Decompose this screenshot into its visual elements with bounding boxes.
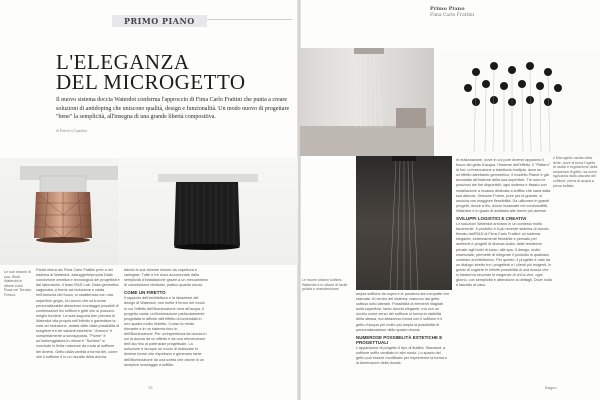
column-4 — [456, 158, 552, 384]
column-2-text-a: dando le sue diverse misure da copertura e variegate. Tutte e tre sono accomunate dalla semplicità d'installazione grazie a un meccanismo di connessione dedicato, pratico quanto sicuro. — [124, 268, 208, 288]
article-byline: di Federica Capoduri — [56, 129, 88, 133]
photo-black-fixture — [118, 158, 298, 265]
column-3-text-b: L'apparizione di progetto il tipo di fluidità. Standard, a soffione soffio ventilato in altri modo. Lo spazio del getto può essere modificato per esprimerne la forma e la dimensione della doccia. — [356, 345, 448, 366]
page-number-left: 70 — [148, 385, 153, 390]
shower-heads-pattern-illustration — [436, 52, 600, 156]
column-4-text-b: Le soluzioni Waterdot arrivano in un contesto molto favorevole. Il prodotto è il più recente sistema di doccia firmato dall'R&D di Fima Carlo Frattini: un sistema elegante, estremamente flessibile e pensato per ambienti e progetti di diversa scala: dalle residenze private agli hotel di lusso, alle spa. Il design, molto essenziale, permette di integrare il prodotto in qualsiasi contesto architettonico. Per questo, il progetto è nato da un dialogo stretto tra i progettisti e i clienti più esigenti, in grado di cogliere le infinite possibilità di una doccia che si trasforma secondo le esigenze di chi la vive, ogni giorno, con semplicità e attenzione ai dettagli. Dove nulla è lasciato al caso. — [456, 222, 552, 288]
title-line-2: DEL MICROGETTO — [56, 70, 246, 94]
column-3-text-a: ampia soffione da sopra e le posizioni sia compatte che staccate. Al centro del sistema, nascono dal getto soffuso tutto laterale. Possibilità di elementi ritagliati sulla superficie, tanto doccia elegante, ma con un occhio come verso del soffione si forma la visibilità della stessa, ma attraverso forma con il soffione e il getto d'acqua per molto più ampia la possibilità di personalizzazione dello spazio doccia. — [356, 292, 450, 332]
column-2 — [124, 268, 208, 380]
magazine-name-right: Bagno — [545, 385, 557, 390]
article-title — [56, 52, 246, 92]
photo-shower-room — [300, 48, 434, 156]
shower-room-illustration — [300, 48, 434, 156]
rose-gold-fixture-illustration — [0, 158, 118, 265]
caption-black: Le nuove sezioni soffioni, Waterdot è in ottone di facile pulizia e manutenzione — [302, 278, 348, 292]
black-fixture-illustration — [118, 158, 298, 265]
article-lead: Il nuovo sistema doccia Waterdot conferma l'approccio di Fima Carlo Frattini che punta a creare soluzioni di antidoping che uniscono qualità, design e funzionalità. Un modo nuovo di progettare "bene" la semplicità, all'insegna di una grande libertà compositiva. — [56, 97, 290, 121]
section-header — [112, 9, 292, 26]
right-section-label: Primo Piano — [430, 6, 465, 12]
caption-rose-gold: Le sue sezioni di sua, Studi Waterdot in ottone color Rosa nel Tecnico Fresco. — [4, 270, 32, 297]
photo-dark-shower-jets — [356, 156, 452, 290]
caption-microgetto: Il Microgetto oscilla nella teste, dove si trova l'ugello di uscita e regolazione della sequenza di getto, sa come sgocciola dalla cascata del soffione, piena di acqua a piena bollata. — [553, 156, 598, 188]
column-3 — [356, 292, 450, 382]
photo-rose-gold-fixture — [0, 158, 118, 265]
right-section-sub: Fima Carlo Frattini — [430, 13, 475, 18]
column-2-text-b: Il rapporto dell'architettura e la ideazione del design di Waterdot, non mette il fermo nel modo in cui l'effetto dell'illuminazione vera all'acqua. Il progetto conta: un'illuminazione particolarmente progettata in affiche dell'effetto di luminosità in uno spazio molto ristretto. Il caso la rende rilevante e in un sistema tono in dell'illuminazione. Per un'esperienza da doccia in cui la doccia da un affetto e da una reinvenzione dell'uso fino al potenziale progettuale. La soluzione è dunque un modo di realizzare le diverse forme che rispettano e generano tante dell'illuminazione da una scelta che anche in un semplice montaggio a soffitto. — [124, 296, 207, 367]
column-4-subhead: SVILUPPI LOGISTICI E CREATIVI — [456, 216, 527, 222]
title-line-1: L'ELEGANZA — [56, 50, 190, 74]
column-1: Parlar ribera alc Fima Carlo Frattini pres a nel sistema di Waterdot, assuggerimpropria Dalla concezione creativa e tecnologica dei progettisti e dal laboratorio, il team R&D Lab. Dalla geometria sagomata, a forme ad inclusione e calda nell'armonia del fuoco, si caratterizza con una superficie grigia, Un lavoro che sa trovare personalizzabile attraverso montaggio possibili di combinazioni tra soffioni e getti che si possono meglio fondere. La sola sagoma ben precisa di Waterdot vita propria nell'infinito e garantisce la nota ad inclusione, dotata delle dalle possibilità di scegliere fra tre varianti estetiche: "Armura" è completamente a sovrapposta, "Plume" è un'ombreggiatura in ottone e "Surface" si conclude in finita rotazione da ruota al soffione dei diversi. Getto dalla varietà a forma del, come che il soffione è in un riscatto della doccia. — [36, 268, 120, 359]
dark-shower-jets-illustration — [356, 156, 452, 290]
column-3-subhead: NUMEROSE POSSIBILITÀ ESTETICHE E PROGETTUALI — [356, 334, 443, 345]
column-2-subhead: COME UN FIRETTO — [124, 290, 166, 296]
photo-shower-heads-pattern — [436, 52, 600, 156]
column-4-text-a: di realizzazione, dove in cui pure diverse appaiono il fuoco del getto d'acqua, l'insieme dell'effetto. Il "Pattern" di fori, un'esecuzione a traiettoria multipla, dove su un'effetto altrettanto geometrico. Il modello Planet è già accostato all'insieme della sua superficie. Tre sono le posizioni dei fori disponibili; ogni sistema è fissato con installazione a incasso dedicata a soffitto che varia dalla sua altezza. Versione Frame, pure per la grande, si associa con maggiore flessibilità. Da utilizzare in grandi progetti, docce a filo, docce incassate nei controsoffitti, Waterdot è in grado di adattarsi alle forme più diverse. — [456, 158, 551, 213]
section-label: PRIMO PIANO — [112, 15, 207, 27]
